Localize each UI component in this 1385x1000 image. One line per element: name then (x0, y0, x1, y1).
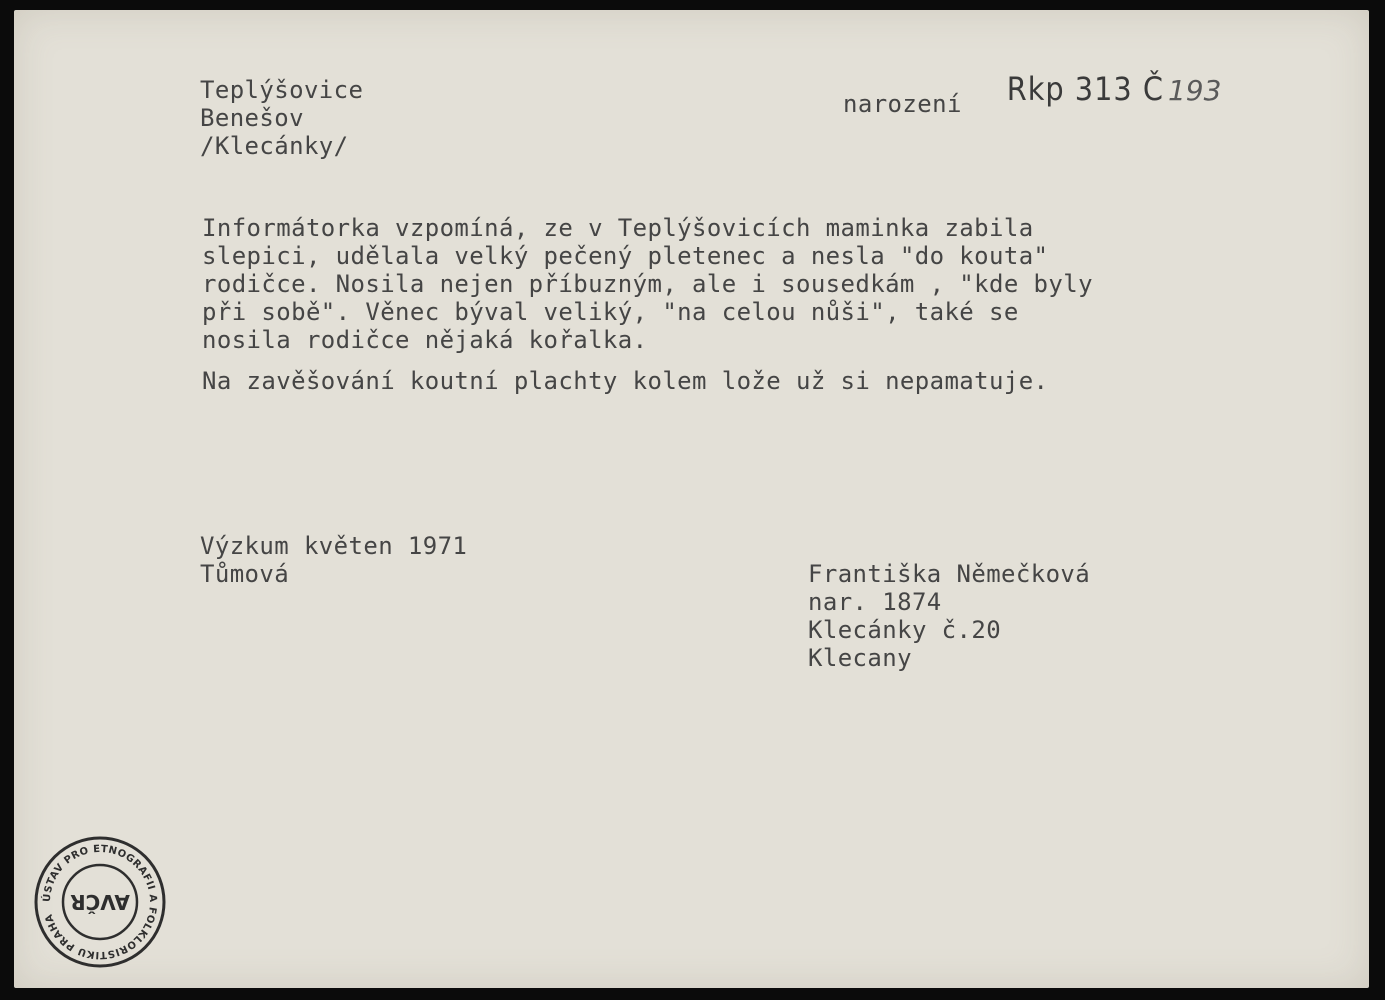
pencil-number: 193 (1167, 74, 1222, 107)
institute-stamp (33, 835, 167, 969)
informant-name: Františka Němečková (808, 560, 1091, 588)
body-line-5: nosila rodičce nějaká kořalka. (202, 326, 648, 354)
body-line-3: rodičce. Nosila nejen příbuzným, ale i sousedkám , "kde byly (202, 270, 1093, 298)
location-line-3: /Klecánky/ (200, 132, 349, 160)
topic-label: narození (843, 90, 962, 118)
informant-address: Klecánky č.20 (808, 616, 1002, 644)
body-line-4: při sobě". Věnec býval veliký, "na celou nůši", také se (202, 298, 1019, 326)
research-date: Výzkum květen 1971 (200, 532, 468, 560)
shelf-mark-text: Rkp 313 Č (1006, 70, 1164, 108)
location-line-1: Teplýšovice (200, 76, 364, 104)
location-line-2: Benešov (200, 104, 304, 132)
body-line-2: slepici, udělala velký pečený pletenec a nesla "do kouta" (202, 242, 1049, 270)
informant-town: Klecany (808, 644, 912, 672)
stamp-ring-text: ÚSTAV PRO ETNOGRAFII A FOLKLORISTIKU PRAHA (41, 843, 159, 961)
body-line-1: Informátorka vzpomíná, ze v Teplýšovicích maminka zabila (202, 214, 1034, 242)
informant-birth: nar. 1874 (808, 588, 942, 616)
body-paragraph-2: Na zavěšování koutní plachty kolem lože už si nepamatuje. (202, 367, 1049, 395)
researcher-name: Tůmová (200, 560, 290, 588)
archive-shelf-mark (962, 32, 1221, 146)
stamp-center-text: AVČR (70, 890, 130, 914)
